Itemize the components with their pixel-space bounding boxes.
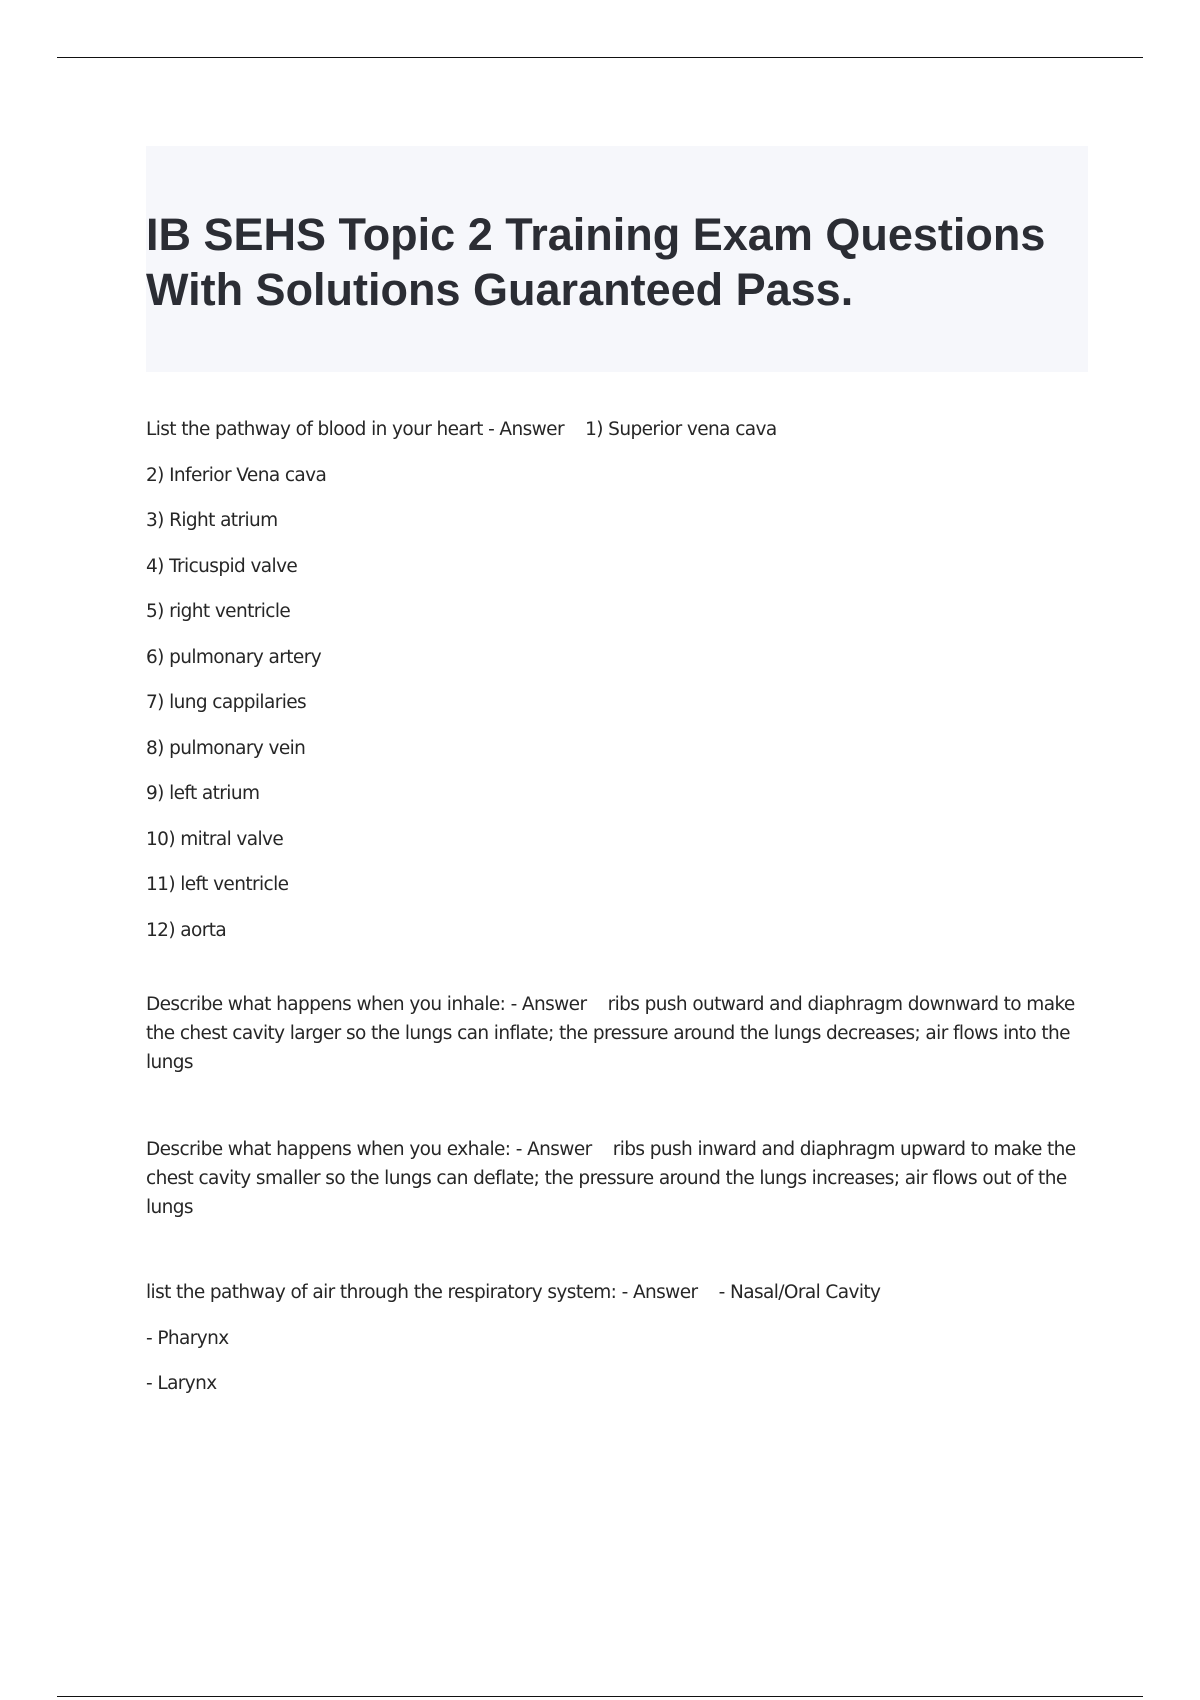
list-item: 5) right ventricle	[146, 601, 291, 622]
question-text: List the pathway of blood in your heart - Answer	[146, 419, 564, 440]
list-item: 12) aorta	[146, 919, 227, 941]
bottom-rule	[57, 1696, 1143, 1697]
document-body	[146, 417, 1086, 1417]
top-rule	[57, 57, 1143, 58]
list-item: 8) pulmonary vein	[146, 737, 306, 759]
list-item: 10) mitral valve	[146, 828, 284, 850]
list-item: 3) Right atrium	[146, 510, 278, 531]
question-text: list the pathway of air through the respiratory system: - Answer	[146, 1282, 698, 1303]
list-item: 9) left atrium	[146, 783, 260, 804]
qa-air-pathway	[146, 1280, 1086, 1397]
question-line	[146, 417, 1086, 443]
question-text: Describe what happens when you exhale: - Answer	[146, 1139, 592, 1160]
question-text: Describe what happens when you inhale: - Answer	[146, 994, 587, 1015]
list-item: - Pharynx	[146, 1327, 229, 1349]
qa-exhale	[146, 1135, 1086, 1222]
qa-inhale	[146, 990, 1086, 1077]
list-item: 6) pulmonary artery	[146, 646, 322, 668]
question-paragraph	[146, 990, 1086, 1077]
answer-text: - Nasal/Oral Cavity	[718, 1282, 881, 1303]
document-title: IB SEHS Topic 2 Training Exam Questions With Solutions Guaranteed Pass.	[146, 209, 1046, 315]
list-item: 7) lung cappilaries	[146, 692, 307, 713]
list-item: 4) Tricuspid valve	[146, 555, 298, 577]
list-item: - Larynx	[146, 1373, 217, 1394]
title-banner	[146, 146, 1088, 372]
question-paragraph	[146, 1135, 1086, 1222]
list-item: 11) left ventricle	[146, 874, 289, 895]
answer-text: ribs push inward and diaphragm upward to make the chest cavity smaller so the lungs can deflate; the pressure around the lungs increases; air flows out of the lungs	[146, 1139, 1076, 1218]
answer-text: ribs push outward and diaphragm downward to make the chest cavity larger so the lungs can inflate; the pressure around the lungs decreases; air flows into the lungs	[146, 994, 1075, 1073]
question-line	[146, 1280, 1086, 1306]
qa-blood-pathway	[146, 417, 1086, 944]
answer-text: 1) Superior vena cava	[585, 419, 777, 440]
list-item: 2) Inferior Vena cava	[146, 464, 327, 486]
